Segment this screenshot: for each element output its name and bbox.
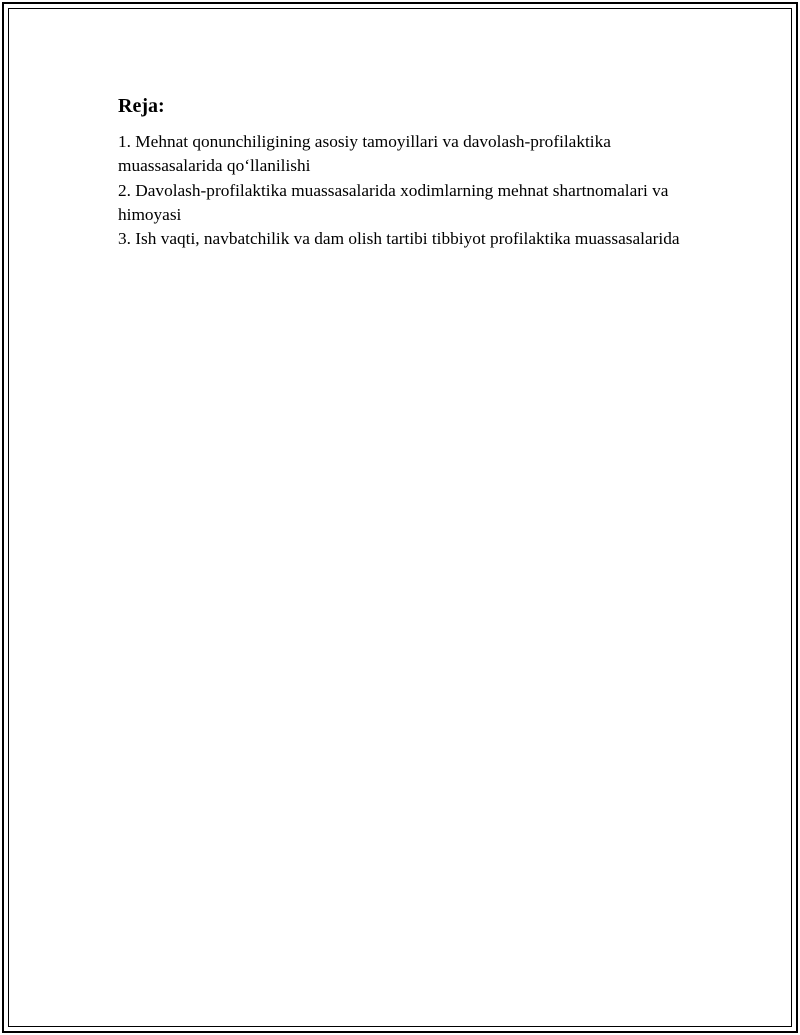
plan-list bbox=[118, 130, 698, 251]
plan-heading: Reja: bbox=[118, 95, 165, 117]
plan-item: 2. Davolash-profilaktika muassasalarida xodimlarning mehnat shartnomalari va himoyasi bbox=[118, 180, 669, 224]
page-content bbox=[118, 92, 698, 251]
plan-item: 3. Ish vaqti, navbatchilik va dam olish tartibi tibbiyot profilaktika muassasalarida bbox=[118, 229, 680, 249]
plan-item: 1. Mehnat qonunchiligining asosiy tamoyillari va davolash-profilaktika muassasalarida qo‘llanilishi bbox=[118, 132, 611, 176]
